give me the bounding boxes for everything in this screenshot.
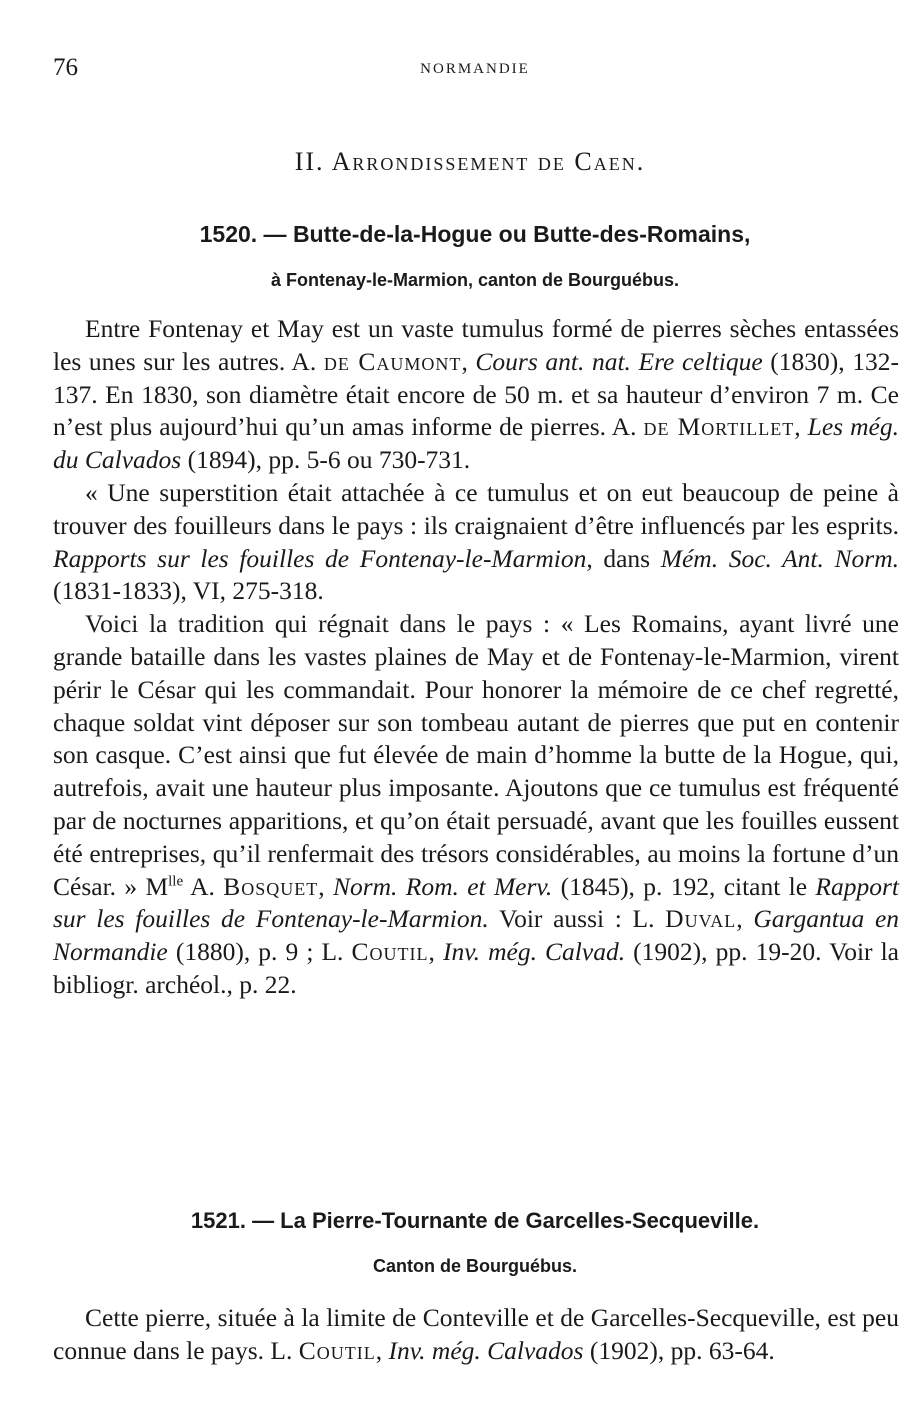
author-name: Coutil [351,937,429,967]
work-title: Rapports sur les fouilles de Fontenay-le-Marmion [53,543,587,573]
author-name: de Caumont [323,346,462,376]
work-title: Inv. még. Calvados [388,1335,584,1365]
work-title: Rapport sur les fouilles de Fontenay-le-Marmion. [53,871,900,934]
entry-1520-paragraph-2: « Une superstition était attachée à ce tumulus et on eut beaucoup de peine à trouver des fouilleurs dans le pays : ils craignaient d’être influencés par les esprits. Rapports sur les fouilles de Fontenay-le-Marmion, dans Mém. Soc. Ant. Norm. (1831-1833), VI, 275-318. [53,477,899,606]
author-name: Coutil [298,1335,376,1365]
work-title: Mém. Soc. Ant. Norm. [660,543,899,573]
work-title: Les még. du Calvados [53,412,899,475]
entry-1520-paragraph-3: Voici la tradition qui régnait dans le pays : « Les Romains, ayant livré une grande bataille dans les vastes plaines de May et de Fontenay-le-Marmion, virent périr le César qui les commandait. Pour honorer la mémoire de ce chef regretté, chaque soldat vint déposer sur son tombeau autant de pierres que put en contenir son casque. C’est ainsi que fut élevée de main d’homme la butte de la Hogue, qui, autrefois, avait une hauteur plus imposante. Ajoutons que ce tumulus est fréquenté par de nocturnes apparitions, et qu’on était persuadé, avant que les fouilles eussent été entreprises, qu’il renfermait des trésors considérables, au moins la fortune d’un César. » $M^{lle}$ A. Bosquet, Norm. Rom. et Merv. (1845), p. 192, citant le Rapport sur les fouilles de Fontenay-le-Marmion. Voir aussi : L. Duval, Gargantua en Normandie (1880), p. 9 ; L. Coutil, Inv. még. Calvad. (1902), pp. 19-20. Voir la bibliogr. archéol., p. 22. [53,609,900,999]
entry-1521-body [53,1302,899,1368]
entry-1520-title: 1520. — Butte-de-la-Hogue ou Butte-des-Romains, [199,221,751,247]
entry-1520-subtitle: à Fontenay-le-Marmion, canton de Bourguébus. [270,270,680,290]
entry-1521-title: 1521. — La Pierre-Tournante de Garcelles-Secqueville. [190,1208,760,1233]
work-title: Norm. Rom. et Merv. [332,871,553,901]
author-name: de Mortillet [643,412,795,442]
work-title: Inv. még. Calvad. [442,937,626,967]
entry-1520-paragraph-1: Entre Fontenay et May est un vaste tumulus formé de pierres sèches entassées les unes sur les autres. A. de Caumont, Cours ant. nat. Ere celtique (1830), 132-137. En 1830, son diamètre était encore de 50 m. et sa hauteur d’environ 7 m. Ce n’est plus aujourd’hui qu’un amas informe de pierres. A. de Mortillet, Les még. du Calvados (1894), pp. 5-6 ou 730-731. [53,314,900,475]
author-name: Bosquet [223,871,319,901]
running-head: NORMANDIE [420,61,530,77]
entry-1520-body [53,313,899,1002]
entry-1521-subtitle: Canton de Bourguébus. [373,1256,577,1276]
work-title: Cours ant. nat. Ere celtique [475,346,763,376]
work-title: Gargantua en Normandie [53,904,900,967]
author-name: Duval [665,904,737,934]
page-number: 76 [53,54,78,81]
section-heading: II. Arrondissement de Caen. [294,147,646,176]
entry-1521-paragraph-1: Cette pierre, située à la limite de Conteville et de Garcelles-Secqueville, est peu connue dans le pays. L. Coutil, Inv. még. Calvados (1902), pp. 63-64. [53,1303,899,1365]
